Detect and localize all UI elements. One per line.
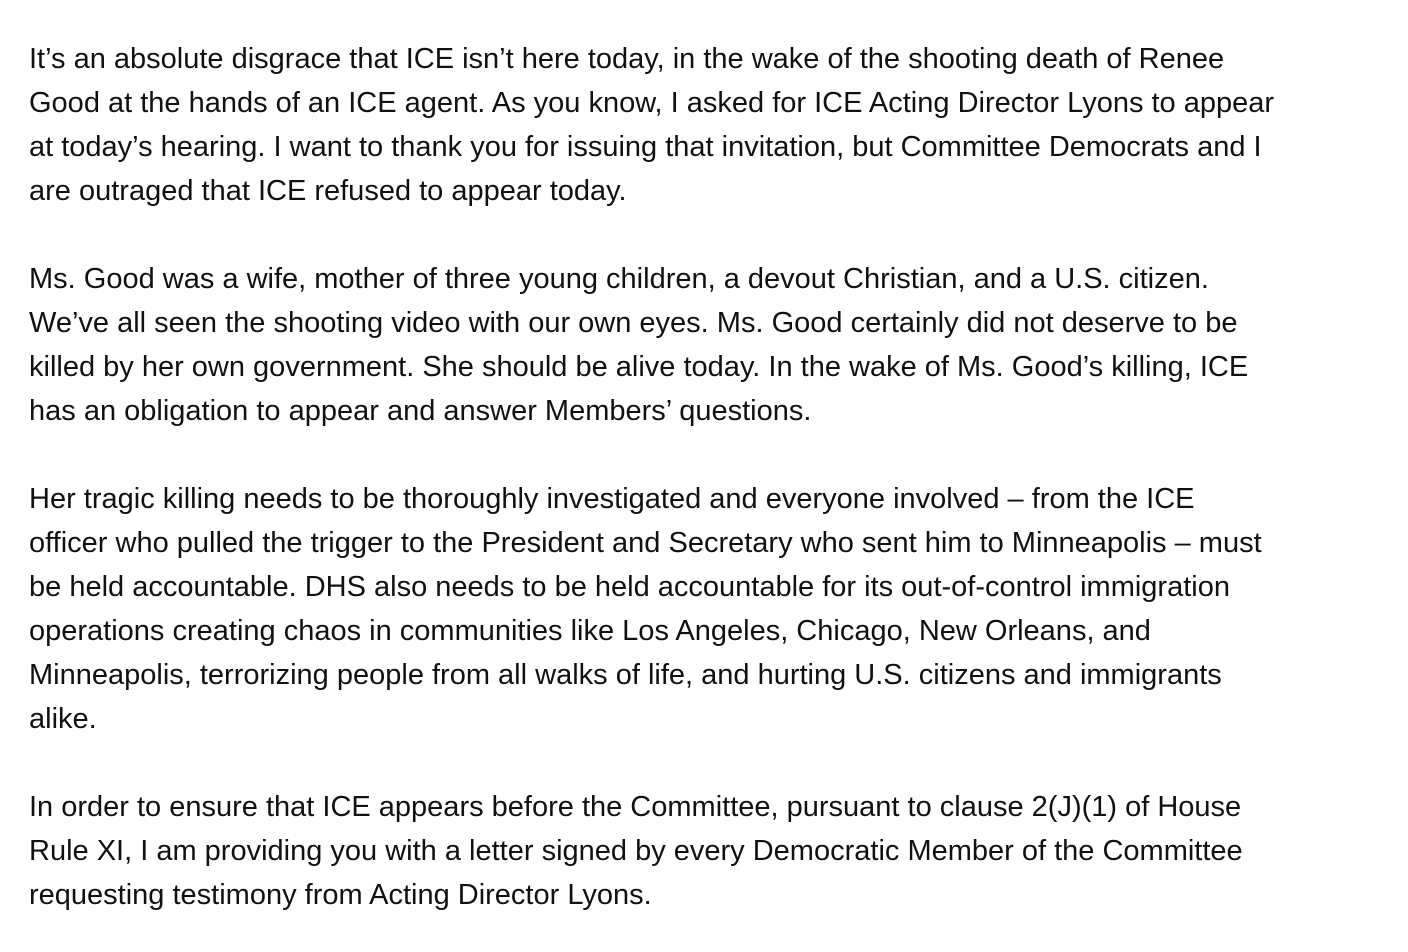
text-line: Her tragic killing needs to be thoroughly investigated and everyone involved – from the ICE	[29, 483, 1195, 515]
text-line: It’s an absolute disgrace that ICE isn’t here today, in the wake of the shooting death of Renee	[29, 43, 1225, 75]
text-line: Minneapolis, terrorizing people from all walks of life, and hurting U.S. citizens and immigrants	[29, 659, 1222, 691]
text-line: has an obligation to appear and answer Members’ questions.	[29, 395, 812, 427]
text-line: at today’s hearing. I want to thank you for issuing that invitation, but Committee Democrats and I	[29, 131, 1262, 163]
text-line: Good at the hands of an ICE agent. As you know, I asked for ICE Acting Director Lyons to appear	[29, 87, 1275, 119]
text-line: be held accountable. DHS also needs to be held accountable for its out-of-control immigration	[29, 571, 1230, 603]
text-line: In order to ensure that ICE appears before the Committee, pursuant to clause 2(J)(1) of House	[29, 791, 1242, 823]
paragraph-3	[29, 477, 1389, 741]
paragraph-1	[29, 37, 1389, 213]
text-line: Ms. Good was a wife, mother of three young children, a devout Christian, and a U.S. citizen.	[29, 263, 1209, 295]
text-line: Rule XI, I am providing you with a letter signed by every Democratic Member of the Committee	[29, 835, 1243, 867]
text-line: operations creating chaos in communities like Los Angeles, Chicago, New Orleans, and	[29, 615, 1151, 647]
text-line: killed by her own government. She should be alive today. In the wake of Ms. Good’s killing, ICE	[29, 351, 1249, 383]
statement-document	[29, 37, 1389, 917]
paragraph-4	[29, 785, 1389, 917]
paragraph-2	[29, 257, 1389, 433]
text-line: alike.	[29, 703, 97, 735]
text-line: We’ve all seen the shooting video with our own eyes. Ms. Good certainly did not deserve to be	[29, 307, 1238, 339]
text-line: are outraged that ICE refused to appear today.	[29, 175, 627, 207]
text-line: requesting testimony from Acting Director Lyons.	[29, 879, 652, 911]
text-line: officer who pulled the trigger to the President and Secretary who sent him to Minneapolis – must	[29, 527, 1262, 559]
